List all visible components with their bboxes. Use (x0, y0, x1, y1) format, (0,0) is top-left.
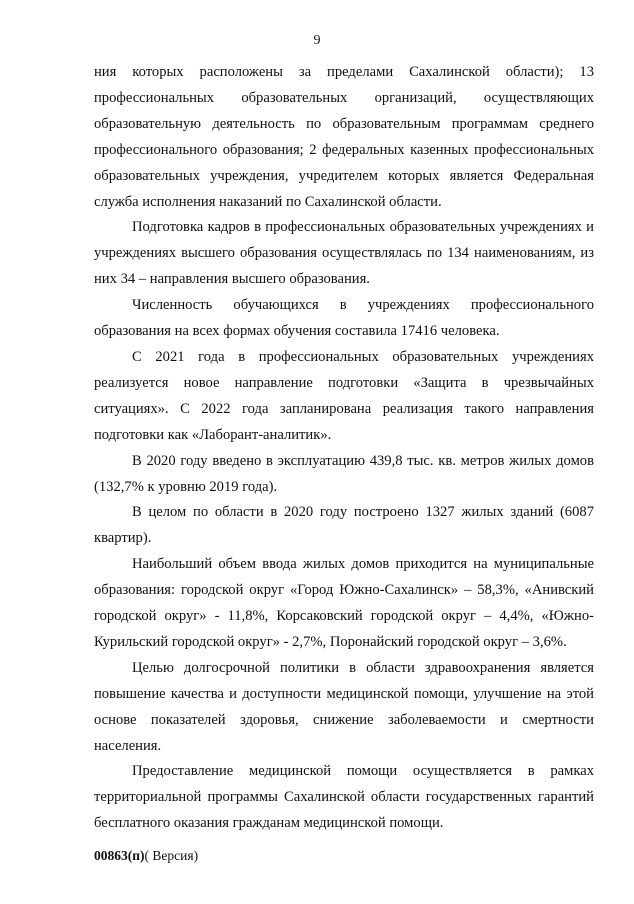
paragraph-7: Наибольший объем ввода жилых домов приходится на муниципальные образования: городской округ «Город Южно-Сахалинск» – 58,3%, «Анивский городской округ» - 11,8%, Корсаковский городской округ – 4,4%, «Южно-Курильский городской округ» - 2,7%, Поронайский городской округ – 3,6%. (94, 556, 594, 650)
paragraph-2: Подготовка кадров в профессиональных образовательных учреждениях и учреждениях высшего образования осуществлялась по 134 наименованиям, из них 34 – направления высшего образования. (94, 219, 594, 288)
paragraph-5: В 2020 году введено в эксплуатацию 439,8 тыс. кв. метров жилых домов (132,7% к уровню 2019 года). (94, 452, 594, 495)
document-code: 00863(п) (94, 848, 145, 863)
paragraph-3: Численность обучающихся в учреждениях профессионального образования на всех формах обучения составила 17416 человека. (94, 297, 594, 340)
paragraph-4: С 2021 года в профессиональных образовательных учреждениях реализуется новое направление подготовки «Защита в чрезвычайных ситуациях». С 2022 года запланирована реализация такого направления подготовки как «Лаборант-аналитик». (94, 348, 594, 443)
paragraph-1: ния которых расположены за пределами Сахалинской области); 13 профессиональных образовательных организаций, осуществляющих образовательную деятельность по образовательным программам среднего профессионального образования; 2 федеральных казенных профессиональных образовательных учреждения, учредителем которых является Федеральная служба исполнения наказаний по Сахалинской области. (94, 64, 594, 210)
document-version: ( Версия) (144, 848, 199, 863)
document-body (94, 60, 594, 837)
paragraph-8: Целью долгосрочной политики в области здравоохранения является повышение качества и доступности медицинской помощи, улучшение на этой основе показателей здоровья, снижение заболеваемости и смертности населения. (94, 659, 594, 754)
document-footer (94, 848, 198, 864)
page-number: 9 (313, 33, 321, 48)
paragraph-9: Предоставление медицинской помощи осуществляется в рамках территориальной программы Сахалинской области государственных гарантий бесплатного оказания гражданам медицинской помощи. (94, 763, 594, 832)
paragraph-6: В целом по области в 2020 году построено 1327 жилых зданий (6087 квартир). (94, 504, 594, 547)
